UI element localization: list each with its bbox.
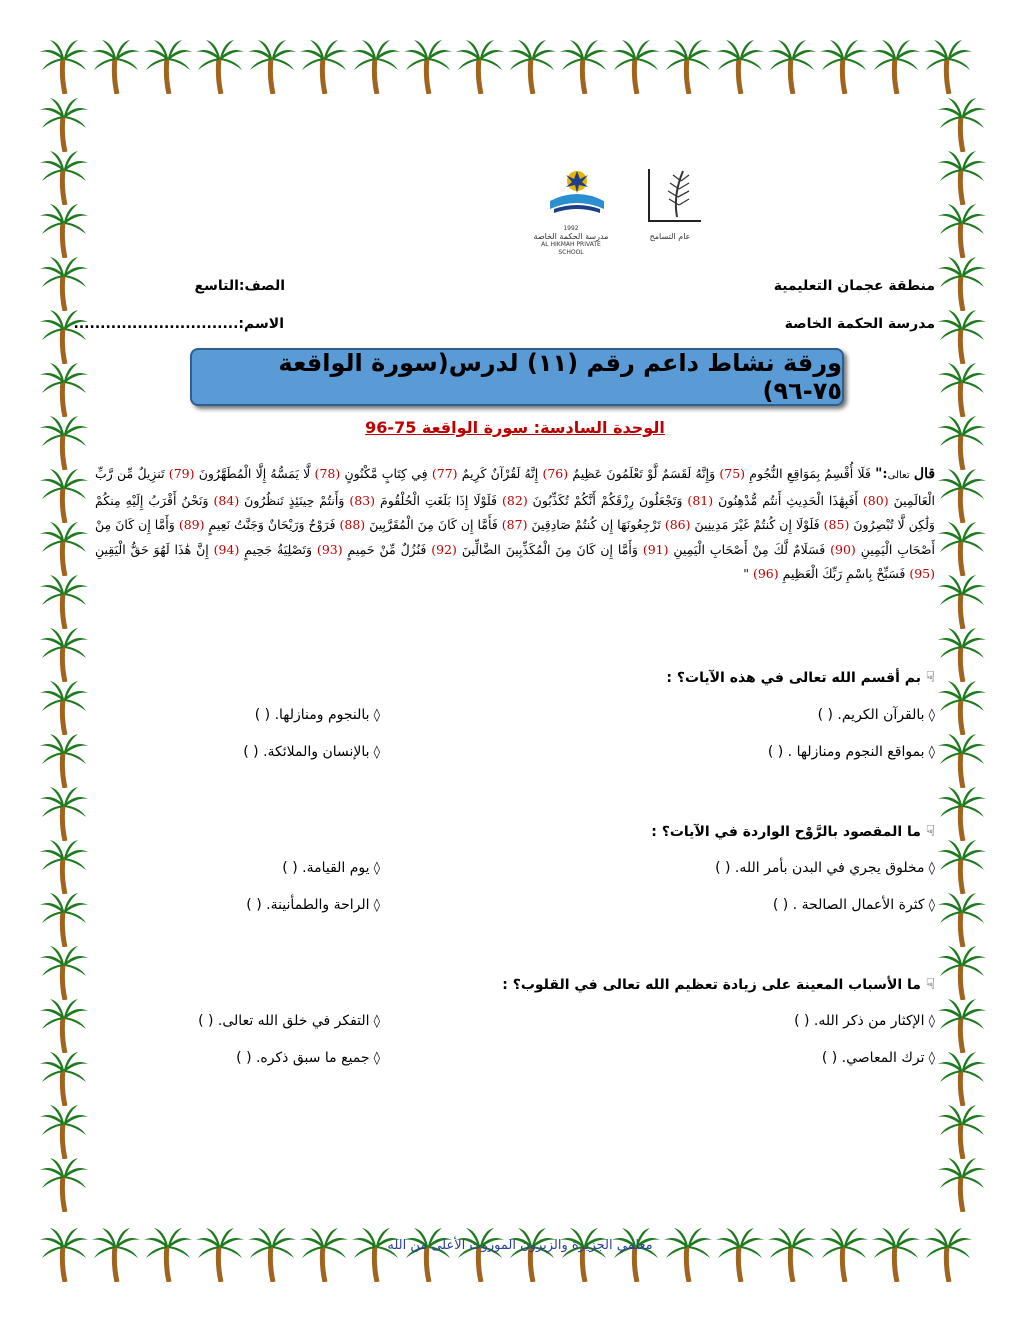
palm-tree-icon — [714, 1226, 766, 1282]
diamond-bullet-icon: ◊ — [373, 861, 380, 876]
name-label: الاسم: — [238, 316, 284, 332]
palm-tree-icon — [298, 1226, 350, 1282]
question-3-text: ما الأسباب المعينة على زيادة تعظيم الله تعالى في القلوب؟ : — [502, 977, 921, 993]
palm-tree-icon — [38, 1103, 90, 1159]
palm-tree-icon — [558, 38, 610, 94]
palm-tree-icon — [142, 38, 194, 94]
palm-tree-icon — [38, 149, 90, 205]
palm-tree-icon — [936, 1050, 988, 1106]
palm-tree-icon — [38, 520, 90, 576]
palm-tree-icon — [38, 1156, 90, 1212]
school-label: مدرسة الحكمة الخاصة — [784, 316, 935, 332]
palm-tree-icon — [90, 1226, 142, 1282]
palm-tree-icon — [922, 38, 974, 94]
verse-80-text: تَنزِيلٌ مِّن رَّبِّ الْعَالَمِينَ — [95, 466, 936, 508]
verse-number: (80) — [862, 492, 889, 508]
diamond-bullet-icon: ◊ — [928, 861, 935, 876]
verse-number: (76) — [542, 466, 569, 481]
verse-86-text: فَلَوْلَا إِن كُنتُمْ غَيْرَ مَدِينِينَ — [694, 517, 820, 532]
palm-tree-icon — [714, 38, 766, 94]
year-caption: عام التسامح — [649, 232, 691, 241]
palm-tree-icon — [818, 1226, 870, 1282]
verse-92-text: وَأَمَّا إِن كَانَ مِنَ الْمُكَذِّبِينَ الضَّالِّينَ — [461, 541, 638, 557]
palm-tree-icon — [38, 838, 90, 894]
palm-tree-icon — [38, 96, 90, 152]
question-2-text: ما المقصود بالرَّوْح الواردة في الآيات؟ : — [651, 824, 921, 840]
verse-83-text: فَلَوْلَا إِذَا بَلَغَتِ الْحُلْقُومَ — [380, 492, 498, 508]
quote-open: :" — [875, 466, 888, 482]
verse-85-text: وَنَحْنُ أَقْرَبُ إِلَيْهِ مِنكُمْ وَلَٰكِن لَّا تُبْصِرُونَ — [95, 492, 935, 532]
verse-number: (91) — [642, 541, 669, 557]
palm-tree-icon — [38, 891, 90, 947]
unit-heading: الوحدة السادسة: سورة الواقعة 75-96 — [365, 418, 665, 437]
palm-tree-icon — [936, 520, 988, 576]
verse-number: (88) — [339, 517, 366, 532]
palm-tree-icon — [936, 414, 988, 470]
name-dots: ............................... — [73, 316, 239, 332]
palm-tree-icon — [936, 361, 988, 417]
palm-tree-icon — [38, 202, 90, 258]
verse-89-text: فَرَوْحٌ وَرَيْحَانٌ وَجَنَّتُ نَعِيمٍ — [208, 517, 336, 532]
diamond-bullet-icon: ◊ — [373, 1051, 380, 1066]
palm-tree-icon — [402, 38, 454, 94]
verse-82-text: وَتَجْعَلُونَ رِزْقَكُمْ أَنَّكُمْ تُكَذِّبُونَ — [532, 492, 683, 508]
verse-number: (81) — [687, 492, 714, 508]
palm-tree-icon — [818, 38, 870, 94]
palm-tree-icon — [766, 1226, 818, 1282]
diamond-bullet-icon: ◊ — [928, 898, 935, 913]
diamond-bullet-icon: ◊ — [373, 708, 380, 723]
palm-tree-icon — [38, 785, 90, 841]
palm-tree-icon — [936, 679, 988, 735]
q1-option-4[interactable]: ◊بالإنسان والملائكة. ( ) — [243, 744, 380, 760]
palm-tree-icon — [194, 38, 246, 94]
school-logo — [530, 165, 612, 256]
verse-number: (87) — [501, 517, 528, 532]
pointing-hand-icon: ☟ — [925, 668, 935, 686]
q3-option-1[interactable]: ◊الإكثار من ذكر الله. ( ) — [794, 1013, 935, 1029]
question-1-text: بم أقسم الله تعالى في هذه الآيات؟ : — [666, 670, 921, 686]
verse-78-text: فِي كِتَابٍ مَّكْنُونٍ — [344, 466, 428, 481]
verse-90-text: وَأَمَّا إِن كَانَ مِنْ أَصْحَابِ الْيَمِينِ — [95, 517, 935, 557]
palm-tree-icon — [246, 38, 298, 94]
verse-84-text: وَأَنتُمْ حِينَئِذٍ تَنظُرُونَ — [244, 492, 345, 508]
pointing-hand-icon: ☟ — [925, 975, 935, 993]
palm-tree-icon — [936, 626, 988, 682]
pointing-hand-icon: ☟ — [925, 822, 935, 840]
grade-label: الصف:التاسع — [194, 278, 285, 294]
verse-94-text: وَتَصْلِيَةُ جَحِيمٍ — [244, 541, 313, 557]
palm-tree-icon — [870, 1226, 922, 1282]
palm-tree-icon — [142, 1226, 194, 1282]
q1-option-2[interactable]: ◊بالنجوم ومنازلها. ( ) — [254, 707, 380, 723]
palm-tree-icon — [506, 38, 558, 94]
palm-tree-icon — [38, 38, 90, 94]
palm-tree-icon — [38, 997, 90, 1053]
palm-tree-icon — [936, 785, 988, 841]
verse-81-text: أَفَبِهَٰذَا الْحَدِيثِ أَنتُم مُّدْهِنُونَ — [718, 492, 858, 508]
verses-lead: قال — [913, 466, 936, 482]
palm-tree-icon — [38, 679, 90, 735]
palm-tree-icon — [936, 202, 988, 258]
verse-number: (86) — [664, 517, 691, 532]
palm-tree-icon — [350, 38, 402, 94]
palm-tree-icon — [38, 732, 90, 788]
palm-tree-icon — [38, 467, 90, 523]
palm-tree-icon — [936, 467, 988, 523]
q1-option-1[interactable]: ◊بالقرآن الكريم. ( ) — [817, 707, 935, 723]
palm-tree-icon — [936, 96, 988, 152]
palm-tree-icon — [936, 838, 988, 894]
q1-option-3[interactable]: ◊بمواقع النجوم ومنازلها . ( ) — [767, 744, 935, 760]
school-name-ar: مدرسة الحكمة الخاصة — [533, 232, 609, 241]
diamond-bullet-icon: ◊ — [373, 1014, 380, 1029]
verse-number: (96) — [752, 566, 779, 581]
verse-75-text: فَلَا أُقْسِمُ بِمَوَاقِعِ النُّجُومِ — [749, 466, 871, 481]
palm-tree-icon — [936, 997, 988, 1053]
palm-tree-icon — [936, 891, 988, 947]
verse-88-text: فَأَمَّا إِن كَانَ مِنَ الْمُقَرَّبِينَ — [369, 517, 498, 532]
verse-number: (93) — [316, 541, 343, 557]
palm-tree-icon — [194, 1226, 246, 1282]
zone-label: منطقة عجمان التعليمية — [773, 278, 935, 294]
footer-text: معلمي الجزيرة والزيرون الموروث الأعلى من الله — [387, 1238, 653, 1253]
verse-87-text: تَرْجِعُونَهَا إِن كُنتُمْ صَادِقِينَ — [531, 517, 661, 532]
verse-76-text: وَإِنَّهُ لَقَسَمٌ لَّوْ تَعْلَمُونَ عَظِيمٌ — [572, 466, 716, 481]
palm-tree-icon — [662, 1226, 714, 1282]
palm-tree-icon — [246, 1226, 298, 1282]
school-year: 1992 — [563, 225, 579, 232]
palm-tree-icon — [662, 38, 714, 94]
palm-tree-icon — [936, 573, 988, 629]
q3-option-3[interactable]: ◊ترك المعاصي. ( ) — [821, 1050, 935, 1066]
palm-tree-icon — [936, 308, 988, 364]
palm-tree-icon — [350, 1226, 402, 1282]
verse-number: (89) — [178, 517, 205, 532]
verse-93-text: فَنُزُلٌ مِّنْ حَمِيمٍ — [347, 541, 427, 557]
palm-tree-icon — [610, 1226, 662, 1282]
palm-tree-icon — [298, 38, 350, 94]
palm-tree-icon — [936, 944, 988, 1000]
palm-tree-icon — [454, 1226, 506, 1282]
palm-tree-icon — [936, 732, 988, 788]
palm-tree-icon — [766, 38, 818, 94]
verse-number: (83) — [349, 492, 376, 508]
diamond-bullet-icon: ◊ — [928, 1014, 935, 1029]
question-3 — [502, 975, 935, 993]
verse-79-text: لَّا يَمَسُّهُ إِلَّا الْمُطَهَّرُونَ — [198, 466, 311, 481]
logos — [530, 165, 710, 256]
verse-number: (95) — [909, 566, 935, 581]
verse-number: (79) — [168, 466, 195, 481]
verses-lead-small: تعالى — [887, 470, 910, 481]
palm-tree-icon — [38, 361, 90, 417]
palm-tree-icon — [38, 573, 90, 629]
verse-number: (94) — [213, 541, 240, 557]
diamond-bullet-icon: ◊ — [373, 898, 380, 913]
diamond-bullet-icon: ◊ — [928, 1051, 935, 1066]
question-2 — [651, 822, 935, 840]
verse-number: (82) — [502, 492, 528, 508]
palm-tree-icon — [402, 1226, 454, 1282]
palm-tree-icon — [38, 944, 90, 1000]
palm-tree-icon — [936, 1103, 988, 1159]
verse-number: (92) — [431, 541, 457, 557]
quote-close: " — [743, 566, 749, 581]
verse-95-text: إِنَّ هَٰذَا لَهُوَ حَقُّ الْيَقِينِ — [95, 541, 209, 557]
palm-tree-icon — [454, 38, 506, 94]
q2-option-2[interactable]: ◊يوم القيامة. ( ) — [282, 860, 380, 876]
worksheet-title: ورقة نشاط داعم رقم (١١) لدرس(سورة الواقعة ٧٥-٩٦) — [278, 349, 842, 405]
palm-tree-icon — [38, 626, 90, 682]
verse-91-text: فَسَلَامٌ لَّكَ مِنْ أَصْحَابِ الْيَمِينِ — [673, 541, 826, 557]
verse-96-text: فَسَبِّحْ بِاسْمِ رَبِّكَ الْعَظِيمِ — [782, 566, 906, 581]
q2-option-1[interactable]: ◊مخلوق يجري في البدن بأمر الله. ( ) — [715, 860, 935, 876]
palm-tree-icon — [936, 1156, 988, 1212]
year-of-tolerance-logo — [635, 165, 705, 245]
palm-tree-icon — [506, 1226, 558, 1282]
palm-tree-icon — [870, 38, 922, 94]
palm-tree-icon — [38, 1226, 90, 1282]
verse-number: (78) — [314, 466, 341, 481]
q3-option-2[interactable]: ◊التفكر في خلق الله تعالى. ( ) — [198, 1013, 380, 1029]
verse-number: (84) — [213, 492, 240, 508]
verse-number: (75) — [719, 466, 746, 481]
verse-number: (77) — [431, 466, 458, 481]
palm-tree-icon — [38, 1050, 90, 1106]
palm-tree-icon — [558, 1226, 610, 1282]
title-box — [190, 348, 844, 406]
q2-option-3[interactable]: ◊كثرة الأعمال الصالحة . ( ) — [772, 897, 935, 913]
diamond-bullet-icon: ◊ — [373, 745, 380, 760]
palm-tree-icon — [610, 38, 662, 94]
verse-number: (90) — [830, 541, 856, 557]
palm-tree-icon — [38, 255, 90, 311]
verse-77-text: إِنَّهُ لَقُرْآنٌ كَرِيمٌ — [461, 466, 539, 481]
palm-tree-icon — [922, 1226, 974, 1282]
q3-option-4[interactable]: ◊جميع ما سبق ذكره. ( ) — [236, 1050, 380, 1066]
palm-tree-icon — [38, 414, 90, 470]
question-1 — [666, 668, 935, 686]
diamond-bullet-icon: ◊ — [928, 745, 935, 760]
diamond-bullet-icon: ◊ — [928, 708, 935, 723]
quran-verses — [95, 462, 935, 587]
palm-tree-icon — [936, 149, 988, 205]
palm-tree-icon — [936, 255, 988, 311]
palm-tree-icon — [90, 38, 142, 94]
q2-option-4[interactable]: ◊الراحة والطمأنينة. ( ) — [246, 897, 380, 913]
name-field[interactable] — [73, 316, 284, 332]
school-name-en: AL HIKMAH PRIVATE SCHOOL — [541, 241, 601, 256]
verse-number: (85) — [823, 517, 850, 532]
